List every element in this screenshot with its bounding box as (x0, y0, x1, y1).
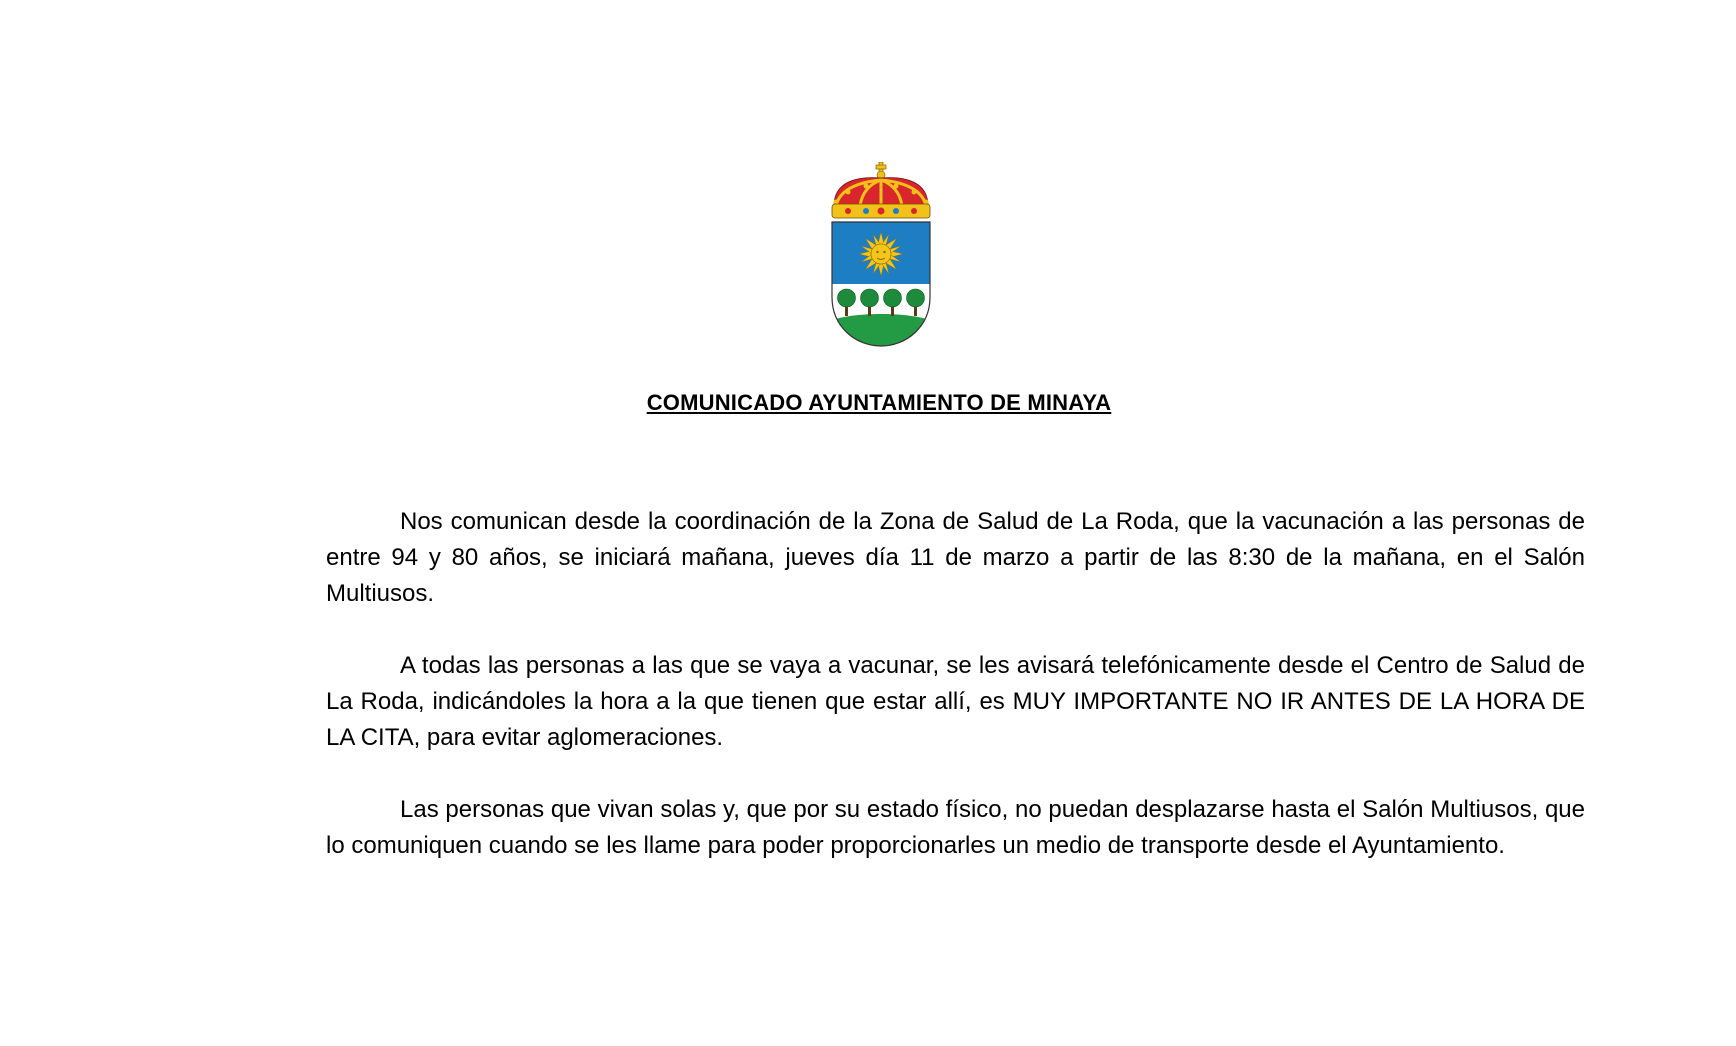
paragraph-1: Nos comunican desde la coordinación de la Zona de Salud de La Roda, que la vacunación a las personas de entre 94 y 80 años, se iniciará mañana, jueves día 11 de marzo a partir de las 8:30 de la mañana, en el Salón Multiusos. (326, 508, 1585, 607)
crown (832, 162, 930, 218)
document-body (326, 504, 1585, 900)
coat-of-arms-icon (826, 162, 936, 348)
shield (832, 222, 930, 346)
document-title: COMUNICADO AYUNTAMIENTO DE MINAYA (646, 390, 1112, 415)
paragraph-3: Las personas que vivan solas y, que por su estado físico, no puedan desplazarse hasta el Salón Multiusos, que lo comuniquen cuando se les llame para poder proporcionarles un medio de transporte desde el Ayuntamiento. (326, 796, 1585, 859)
paragraph-2: A todas las personas a las que se vaya a vacunar, se les avisará telefónicamente desde el Centro de Salud de La Roda, indicándoles la hora a la que tienen que estar allí, es MUY IMPORTANTE NO IR ANTES DE LA HORA DE LA CITA, para evitar aglomeraciones. (326, 652, 1585, 751)
